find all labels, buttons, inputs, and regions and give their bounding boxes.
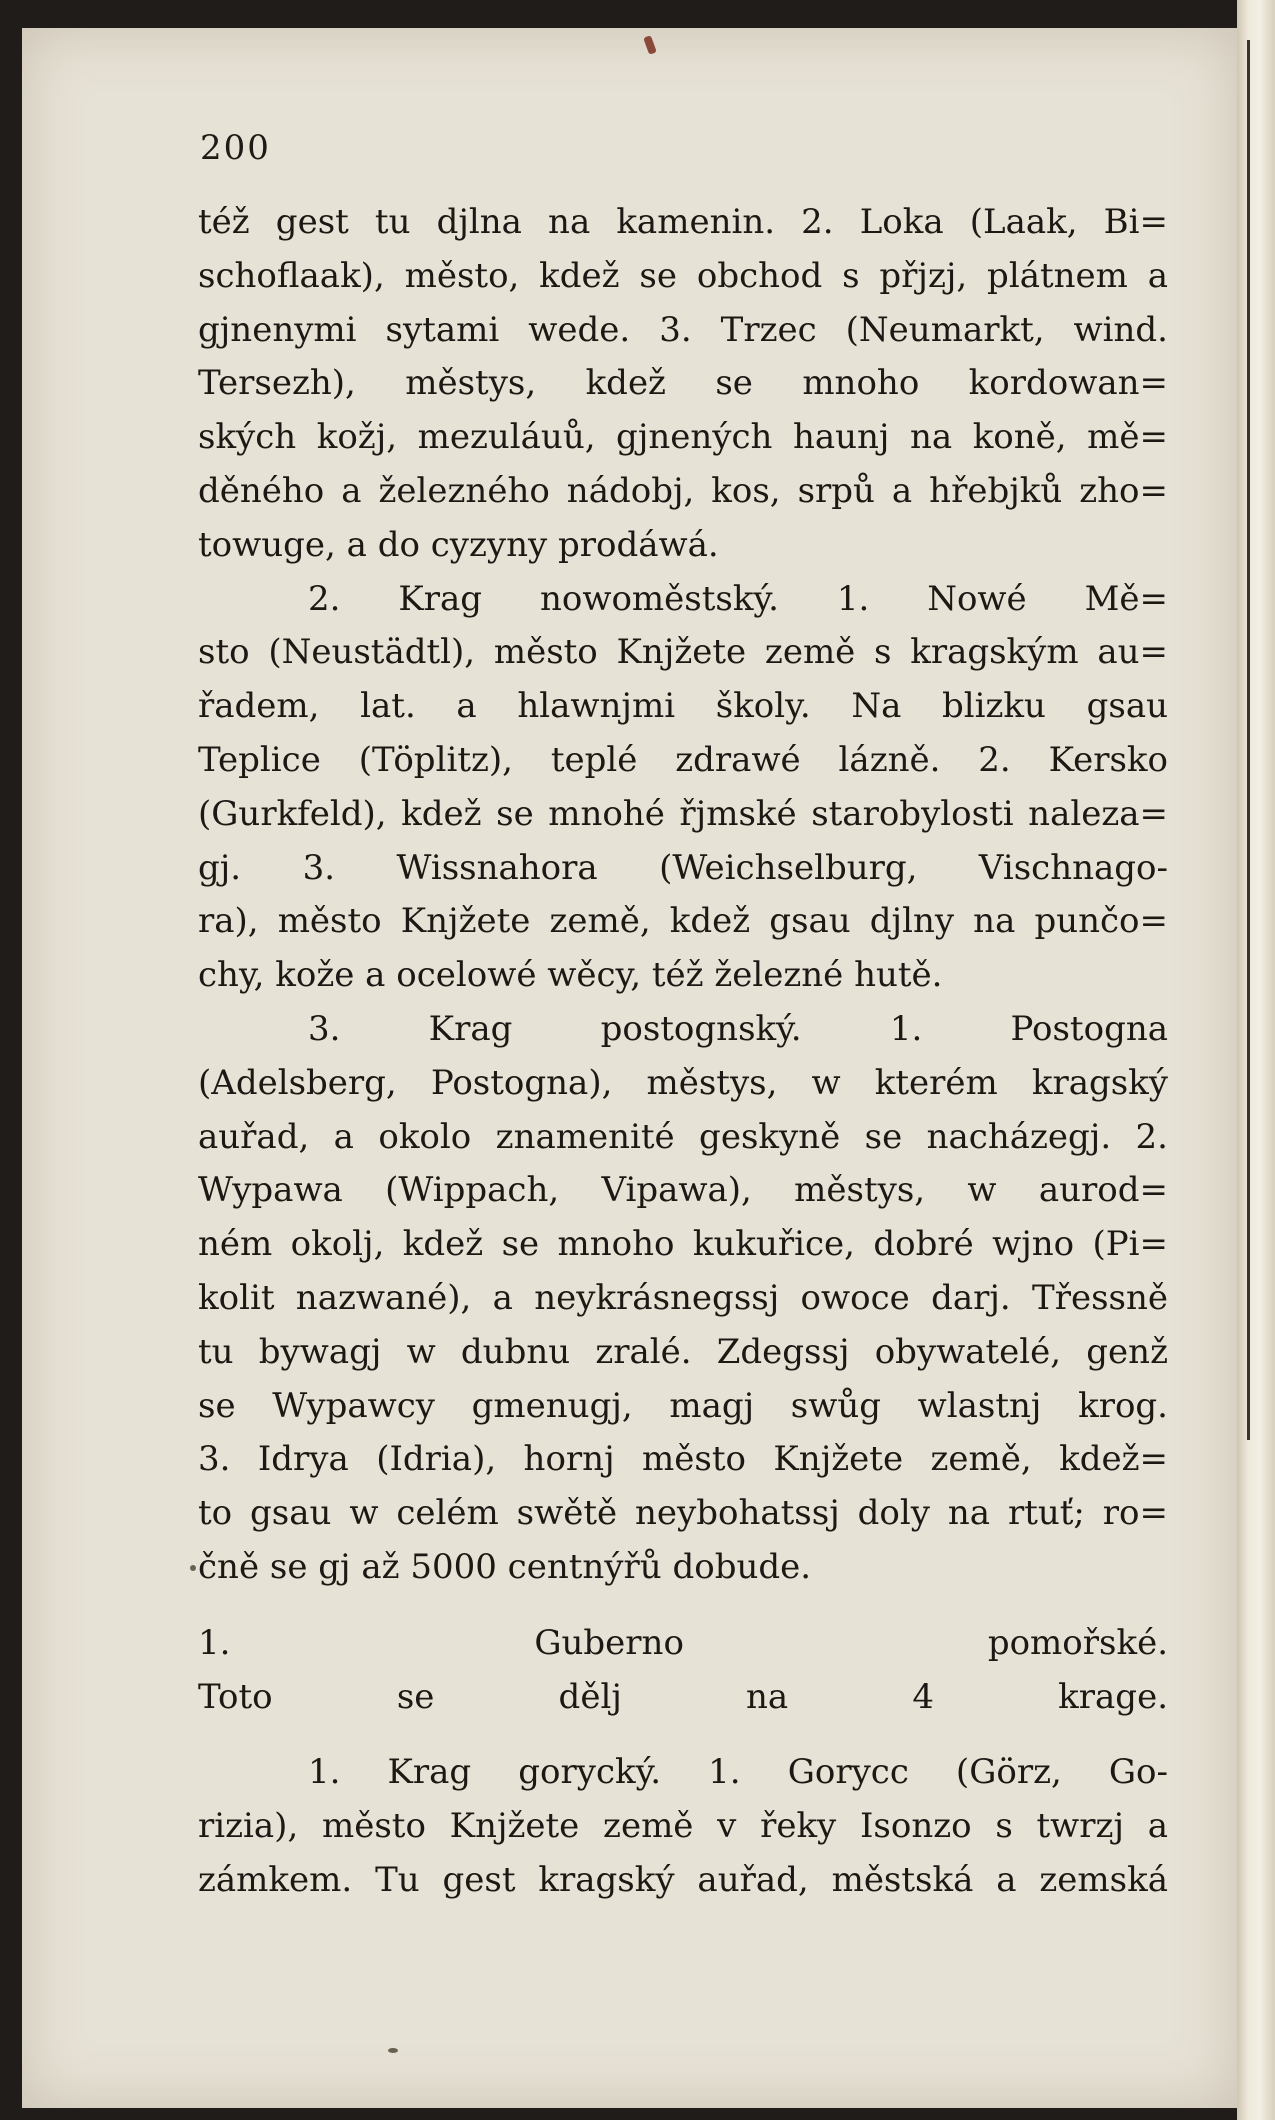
text-line: 3. Krag postognský. 1. Postogna [308,1008,1168,1049]
text-line: gj. 3. Wissnahora (Weichselburg, Vischnago- [198,847,1168,888]
text-line: to gsau w celém swětě neybohatssj doly na rtuť; ro= [198,1493,1168,1534]
text-line: towuge, a do cyzyny prodáwá. [198,524,719,565]
text-line: též gest tu djlna na kamenin. 2. Loka (Laak, Bi= [198,202,1168,242]
text-line: gjnenymi sytami wede. 3. Trzec (Neumarkt, wind. [198,309,1168,350]
text-line: Teplice (Töplitz), teplé zdrawé lázně. 2. Kersko [198,739,1168,780]
speck [190,1565,196,1571]
body-text [198,196,1168,1908]
text-line: řadem, lat. a hlawnjmi školy. Na blizku gsau [198,686,1168,727]
text-line: děného a železného nádobj, kos, srpů a hřebjků zho= [198,470,1168,511]
page-number: 200 [200,128,271,168]
text-line: kolit nazwané), a neykrásnegssj owoce darj. Třessně [198,1277,1168,1318]
text-line: 2. Krag nowoměstský. 1. Nowé Mě= [308,578,1168,619]
text-line: 1. Krag gorycký. 1. Gorycc (Görz, Go- [308,1752,1168,1793]
section-subheading: Toto se dělj na 4 krage. [198,1676,1168,1717]
text-line: schoflaak), město, kdež se obchod s přjzj, plátnem a [198,255,1168,296]
section-heading: 1. Guberno pomořské. [198,1622,1168,1663]
text-line: tu bywagj w dubnu zralé. Zdegssj obywatelé, genž [198,1331,1168,1372]
text-line: Wypawa (Wippach, Vipawa), městys, w aurod= [198,1170,1168,1211]
text-line: 3. Idrya (Idria), hornj město Knjžete země, kdež= [198,1439,1168,1480]
speck [388,2048,398,2053]
text-line: ném okolj, kdež se mnoho kukuřice, dobré wjno (Pi= [198,1224,1168,1265]
page-edge [1237,0,1275,2120]
text-line: sto (Neustädtl), město Knjžete země s kragským au= [198,632,1168,673]
section-gap [198,1724,1168,1746]
text-line: (Adelsberg, Postogna), městys, w kterém kragský [198,1062,1168,1103]
section-gap [198,1595,1168,1617]
text-line: (Gurkfeld), kdež se mnohé řjmské starobylosti naleza= [198,793,1168,834]
text-line: čně se gj až 5000 centnýřů dobude. [198,1546,812,1587]
text-line: se Wypawcy gmenugj, magj swůg wlastnj krog. [198,1385,1168,1426]
text-line: chy, kože a ocelowé wěcy, též železné hutě. [198,955,943,996]
page-edge-line [1247,40,1250,1440]
text-line: zámkem. Tu gest kragský auřad, městská a zemská [198,1859,1168,1900]
text-line: Tersezh), městys, kdež se mnoho kordowan= [198,363,1168,404]
text-line: ra), město Knjžete země, kdež gsau djlny na punčo= [198,901,1168,942]
text-line: rizia), město Knjžete země v řeky Isonzo s twrzj a [198,1806,1168,1847]
text-line: auřad, a okolo znamenité geskyně se nacházegj. 2. [198,1116,1168,1157]
text-line: ských kožj, mezuláuů, gjnených haunj na koně, mě= [198,417,1168,458]
